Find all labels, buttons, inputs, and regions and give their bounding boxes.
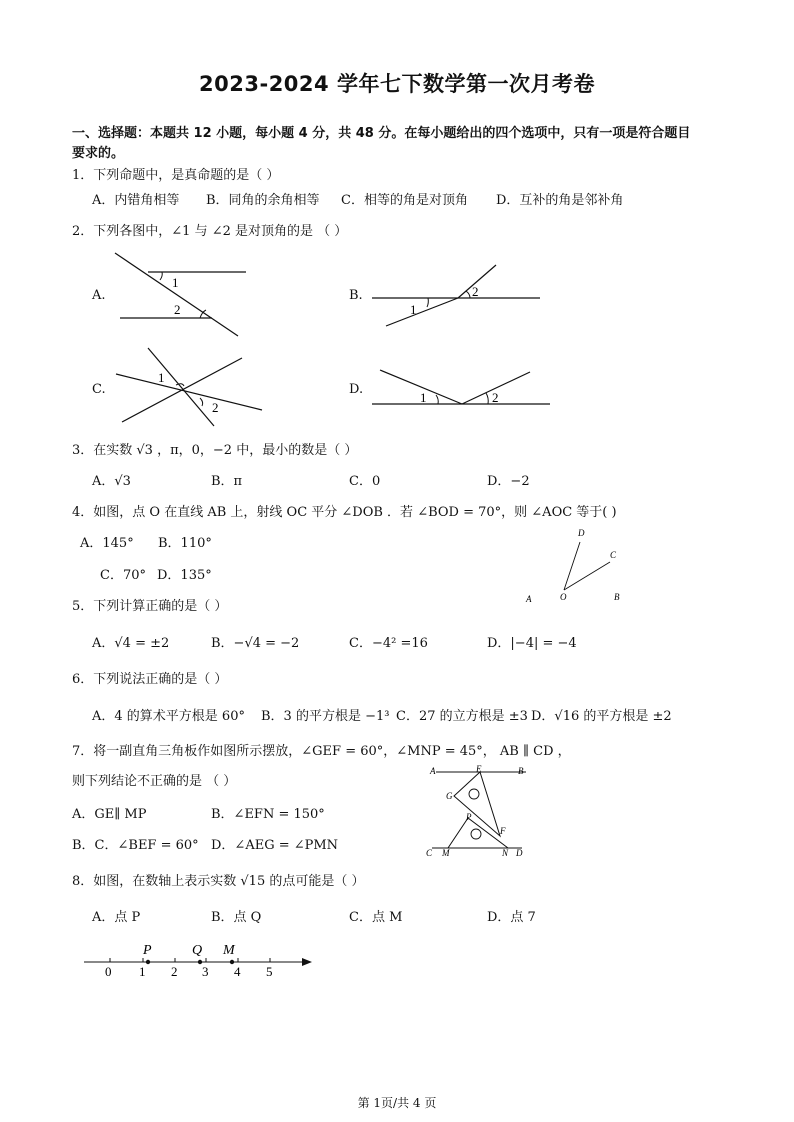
q8-option-a: A．点 P: [92, 910, 141, 925]
q2a-label-1: 1: [172, 275, 179, 290]
q8-number-line: [80, 938, 320, 980]
q4-label-c: C: [610, 550, 617, 560]
q4-label-b: B: [614, 592, 620, 602]
q2b-label-2: 2: [472, 284, 479, 299]
q7-label-a: A: [430, 766, 436, 776]
q8-option-d: D．点 7: [487, 910, 536, 925]
q4-option-d: D．135°: [157, 568, 212, 583]
q3-option-c: C．0: [349, 474, 381, 489]
q1-option-d: D．互补的角是邻补角: [496, 193, 624, 208]
q7-label-f: F: [500, 826, 506, 836]
q4-label-o: O: [560, 592, 567, 602]
q2c-label-2: 2: [212, 400, 219, 415]
q1-option-a: A．内错角相等: [92, 193, 180, 208]
section-heading-line1: 一、选择题：本题共 12 小题，每小题 4 分，共 48 分。在每小题给出的四个选项中，只有一项是符合题目: [72, 126, 691, 141]
q4-figure: [518, 524, 630, 604]
q1-stem: 1．下列命题中，是真命题的是（ ）: [72, 168, 280, 183]
q6-option-d: D．√16 的平方根是 ±2: [531, 709, 672, 724]
q5-option-c: C．−4² =16: [349, 636, 428, 651]
q6-option-a: A．4 的算术平方根是 60°: [92, 709, 245, 724]
q1-option-c: C．相等的角是对顶角: [341, 193, 468, 208]
q2-figure-b: [368, 262, 544, 328]
q2d-label-1: 1: [420, 390, 427, 405]
q4-option-a: A．145°: [80, 536, 134, 551]
q2-option-c: C.: [92, 382, 106, 397]
q8-tick-0: 0: [105, 964, 112, 979]
q7-label-d: D: [516, 848, 523, 858]
q7-figure: [420, 762, 532, 860]
q6-stem: 6．下列说法正确的是（ ）: [72, 672, 228, 687]
q3-option-a: A．√3: [92, 474, 131, 489]
q8-option-c: C．点 M: [349, 910, 403, 925]
q8-option-b: B．点 Q: [211, 910, 262, 925]
q8-stem: 8．如图，在数轴上表示实数 √15 的点可能是（ ）: [72, 874, 365, 889]
q8-tick-1: 1: [139, 964, 146, 979]
q7-label-n: N: [502, 848, 509, 858]
q7-stem2: 则下列结论不正确的是 （ ）: [72, 774, 237, 789]
q4-label-d: D: [578, 528, 585, 538]
q8-tick-2: 2: [171, 964, 178, 979]
q7-label-p: P: [466, 812, 472, 822]
q1-option-b: B．同角的余角相等: [206, 193, 320, 208]
q2-figure-c: [112, 344, 268, 428]
q2-figure-d: [368, 368, 554, 412]
page-title: 2023-2024 学年七下数学第一次月考卷: [199, 72, 595, 96]
q7-option-d: D．∠AEG = ∠PMN: [211, 838, 339, 853]
q4-option-c: C．70°: [100, 568, 146, 583]
q7-label-b: B: [518, 766, 524, 776]
q4-option-b: B．110°: [158, 536, 212, 551]
q2b-label-1: 1: [410, 302, 417, 317]
q6-option-c: C．27 的立方根是 ±3: [396, 709, 528, 724]
q5-stem: 5．下列计算正确的是（ ）: [72, 599, 228, 614]
q7-option-b: B．∠EFN = 150°: [211, 807, 325, 822]
page-footer: 第 1页/共 4 页: [357, 1096, 437, 1110]
q8-tick-3: 3: [202, 964, 209, 979]
q2-option-d: D.: [349, 382, 364, 397]
q7-label-e: E: [476, 764, 482, 774]
q4-stem: 4．如图，点 O 在直线 AB 上，射线 OC 平分 ∠DOB ．若 ∠BOD = 70°，则 ∠AOC 等于( ): [72, 505, 617, 520]
q7-label-c: C: [426, 848, 433, 858]
q7-label-g: G: [446, 791, 453, 801]
q2c-label-1: 1: [158, 370, 165, 385]
q8-tick-4: 4: [234, 964, 241, 979]
q8-point-p: P: [143, 943, 152, 958]
q2-option-a: A.: [92, 288, 106, 303]
q8-tick-5: 5: [266, 964, 273, 979]
q3-option-b: B．π: [211, 474, 243, 489]
q3-option-d: D．−2: [487, 474, 530, 489]
q5-option-d: D．|−4| = −4: [487, 636, 577, 651]
q7-option-a: A．GE∥ MP: [72, 807, 147, 822]
q7-option-c: B．C．∠BEF = 60°: [72, 838, 199, 853]
q2d-label-2: 2: [492, 390, 499, 405]
q3-stem: 3．在实数 √3 ，π，0，−2 中，最小的数是（ ）: [72, 443, 358, 458]
q5-option-b: B．−√4 = −2: [211, 636, 300, 651]
q4-label-a: A: [526, 594, 532, 604]
q8-point-q: Q: [192, 943, 203, 958]
section-heading-line2: 要求的。: [72, 146, 125, 161]
q8-point-m: M: [223, 943, 235, 958]
q2-figure-a: [110, 248, 250, 338]
q7-label-m: M: [442, 848, 450, 858]
q2a-label-2: 2: [174, 302, 181, 317]
q7-stem: 7．将一副直角三角板作如图所示摆放，∠GEF = 60°，∠MNP = 45°， AB ∥ CD ，: [72, 744, 571, 759]
q2-option-b: B.: [349, 288, 363, 303]
q2-stem: 2．下列各图中，∠1 与 ∠2 是对顶角的是 （ ）: [72, 224, 348, 239]
q6-option-b: B．3 的平方根是 −1³: [261, 709, 390, 724]
q5-option-a: A．√4 = ±2: [92, 636, 170, 651]
